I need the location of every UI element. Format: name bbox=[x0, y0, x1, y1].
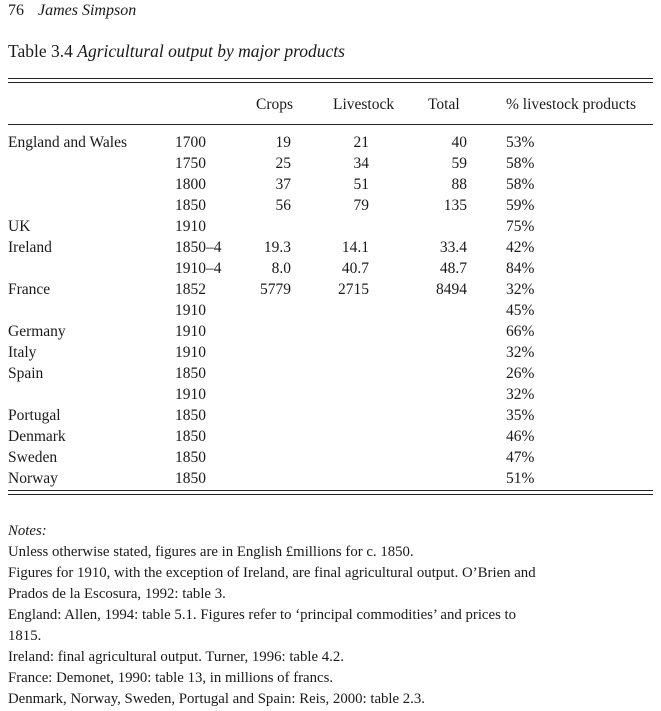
notes-label: Notes: bbox=[8, 523, 47, 539]
cell-livestock: 51 bbox=[353, 176, 369, 193]
cell-pct: 46% bbox=[506, 428, 535, 445]
note-line: Unless otherwise stated, figures are in English £millions for c. 1850. bbox=[8, 544, 414, 560]
page-number: 76 bbox=[8, 2, 24, 19]
top-rule-2 bbox=[8, 82, 653, 83]
cell-total: 48.7 bbox=[439, 260, 467, 277]
cell-year: 1910 bbox=[175, 386, 206, 403]
note-line: Denmark, Norway, Sweden, Portugal and Spain: Reis, 2000: table 2.3. bbox=[8, 691, 425, 707]
cell-crops: 5779 bbox=[260, 281, 291, 298]
running-head-author: James Simpson bbox=[38, 2, 137, 19]
cell-pct: 32% bbox=[506, 386, 535, 403]
cell-pct: 26% bbox=[506, 365, 535, 382]
cell-year: 1750 bbox=[175, 155, 206, 172]
table-title: Agricultural output by major products bbox=[77, 41, 345, 61]
cell-pct: 75% bbox=[506, 218, 535, 235]
cell-total: 88 bbox=[451, 176, 467, 193]
cell-livestock: 14.1 bbox=[341, 239, 369, 256]
cell-total: 135 bbox=[443, 197, 467, 214]
cell-pct: 58% bbox=[506, 155, 535, 172]
cell-year: 1852 bbox=[175, 281, 206, 298]
note-line: France: Demonet, 1990: table 13, in millions of francs. bbox=[8, 670, 334, 686]
bottom-rule-1 bbox=[8, 490, 653, 491]
bottom-rule-2 bbox=[8, 494, 653, 495]
cell-pct: 35% bbox=[506, 407, 535, 424]
cell-pct: 84% bbox=[506, 260, 535, 277]
cell-pct: 32% bbox=[506, 281, 535, 298]
cell-country: Spain bbox=[8, 365, 44, 382]
cell-livestock: 21 bbox=[353, 134, 369, 151]
header-pct-livestock: % livestock products bbox=[506, 96, 637, 113]
header-crops: Crops bbox=[256, 96, 294, 113]
cell-country: France bbox=[8, 281, 51, 298]
cell-country: Norway bbox=[8, 470, 58, 487]
cell-pct: 47% bbox=[506, 449, 535, 466]
notes bbox=[8, 521, 658, 710]
cell-year: 1850 bbox=[175, 197, 206, 214]
cell-year: 1850 bbox=[175, 365, 206, 382]
cell-country: Italy bbox=[8, 344, 37, 361]
header-rule bbox=[8, 124, 653, 125]
cell-pct: 51% bbox=[506, 470, 535, 487]
cell-year: 1850 bbox=[175, 407, 206, 424]
cell-pct: 58% bbox=[506, 176, 535, 193]
cell-total: 33.4 bbox=[439, 239, 467, 256]
cell-pct: 59% bbox=[506, 197, 535, 214]
cell-year: 1910–4 bbox=[175, 260, 222, 277]
cell-pct: 66% bbox=[506, 323, 535, 340]
cell-year: 1700 bbox=[175, 134, 206, 151]
cell-crops: 25 bbox=[275, 155, 291, 172]
cell-year: 1850 bbox=[175, 449, 206, 466]
running-head bbox=[8, 2, 136, 20]
note-line: Figures for 1910, with the exception of Ireland, are final agricultural output. O’Brien and bbox=[8, 565, 536, 581]
header-livestock: Livestock bbox=[333, 96, 395, 113]
note-line: England: Allen, 1994: table 5.1. Figures refer to ‘principal commodities’ and prices to bbox=[8, 607, 517, 623]
cell-crops: 56 bbox=[275, 197, 291, 214]
cell-livestock: 40.7 bbox=[341, 260, 369, 277]
cell-livestock: 34 bbox=[353, 155, 369, 172]
cell-year: 1850–4 bbox=[175, 239, 222, 256]
cell-country: Germany bbox=[8, 323, 66, 340]
cell-pct: 45% bbox=[506, 302, 535, 319]
cell-total: 59 bbox=[451, 155, 467, 172]
cell-crops: 37 bbox=[275, 176, 291, 193]
table-label: Table 3.4 bbox=[8, 41, 73, 61]
note-line: Prados de la Escosura, 1992: table 3. bbox=[8, 586, 226, 602]
note-line: 1815. bbox=[8, 628, 42, 644]
cell-year: 1910 bbox=[175, 344, 206, 361]
cell-country: England and Wales bbox=[8, 134, 127, 151]
cell-crops: 19 bbox=[275, 134, 291, 151]
cell-country: Portugal bbox=[8, 407, 61, 424]
cell-year: 1850 bbox=[175, 470, 206, 487]
top-rule-1 bbox=[8, 78, 653, 79]
cell-pct: 42% bbox=[506, 239, 535, 256]
cell-total: 8494 bbox=[436, 281, 467, 298]
cell-country: Sweden bbox=[8, 449, 58, 466]
cell-crops: 8.0 bbox=[271, 260, 291, 277]
cell-crops: 19.3 bbox=[263, 239, 291, 256]
cell-livestock: 79 bbox=[353, 197, 369, 214]
cell-year: 1910 bbox=[175, 302, 206, 319]
table-caption bbox=[8, 41, 345, 62]
cell-pct: 32% bbox=[506, 344, 535, 361]
cell-country: UK bbox=[8, 218, 31, 235]
cell-country: Denmark bbox=[8, 428, 66, 445]
cell-total: 40 bbox=[451, 134, 467, 151]
cell-year: 1910 bbox=[175, 218, 206, 235]
cell-livestock: 2715 bbox=[338, 281, 369, 298]
cell-year: 1910 bbox=[175, 323, 206, 340]
cell-pct: 53% bbox=[506, 134, 535, 151]
note-line: Ireland: final agricultural output. Turner, 1996: table 4.2. bbox=[8, 649, 344, 665]
header-total: Total bbox=[428, 96, 460, 113]
cell-year: 1800 bbox=[175, 176, 206, 193]
cell-year: 1850 bbox=[175, 428, 206, 445]
cell-country: Ireland bbox=[8, 239, 52, 256]
